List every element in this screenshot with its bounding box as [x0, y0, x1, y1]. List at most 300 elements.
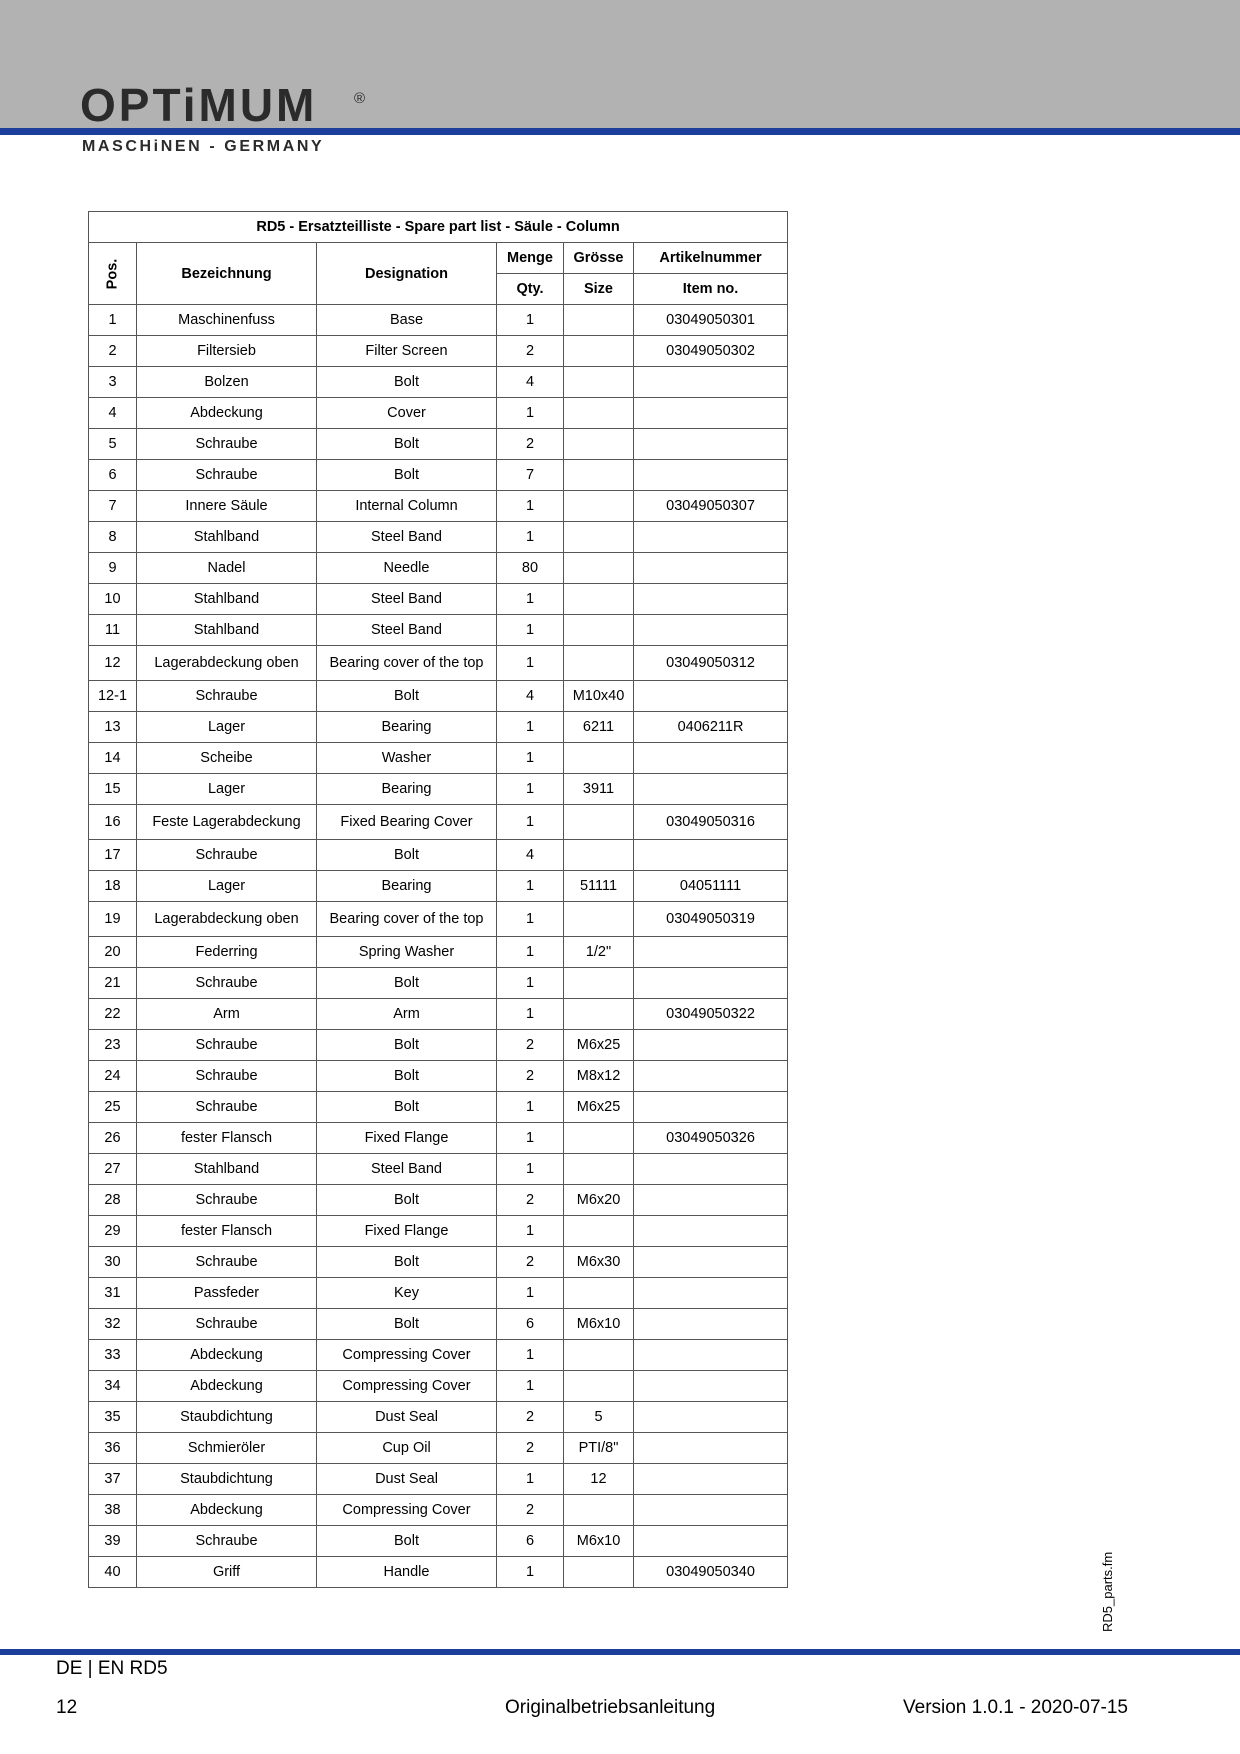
cell-bezeichnung: Schraube [137, 681, 317, 712]
table-row [89, 774, 788, 805]
cell-pos: 37 [89, 1464, 137, 1495]
cell-designation: Bearing cover of the top [317, 646, 497, 681]
cell-bezeichnung: Passfeder [137, 1278, 317, 1309]
cell-item-no [634, 1030, 788, 1061]
cell-size [564, 1340, 634, 1371]
cell-bezeichnung: Lager [137, 871, 317, 902]
table-row [89, 681, 788, 712]
cell-bezeichnung: Innere Säule [137, 491, 317, 522]
cell-qty: 1 [497, 305, 564, 336]
cell-size [564, 553, 634, 584]
cell-qty: 1 [497, 712, 564, 743]
table-row [89, 305, 788, 336]
cell-size [564, 336, 634, 367]
cell-designation: Bolt [317, 968, 497, 999]
table-row [89, 1464, 788, 1495]
cell-bezeichnung: Lager [137, 774, 317, 805]
cell-size [564, 305, 634, 336]
cell-qty: 1 [497, 1278, 564, 1309]
cell-bezeichnung: Abdeckung [137, 398, 317, 429]
cell-pos: 27 [89, 1154, 137, 1185]
cell-designation: Handle [317, 1557, 497, 1588]
cell-item-no [634, 937, 788, 968]
cell-size: 3911 [564, 774, 634, 805]
cell-pos: 30 [89, 1247, 137, 1278]
cell-size [564, 522, 634, 553]
table-row [89, 937, 788, 968]
header-designation: Designation [317, 243, 497, 305]
cell-size [564, 1557, 634, 1588]
header-artikelnummer: Artikelnummer [634, 243, 788, 274]
cell-designation: Bolt [317, 1309, 497, 1340]
cell-bezeichnung: Schraube [137, 460, 317, 491]
cell-size: 5 [564, 1402, 634, 1433]
header-qty: Qty. [497, 274, 564, 305]
cell-designation: Compressing Cover [317, 1371, 497, 1402]
brand-logo-registered: ® [354, 90, 366, 107]
cell-qty: 7 [497, 460, 564, 491]
cell-designation: Fixed Bearing Cover [317, 805, 497, 840]
cell-bezeichnung: Bolzen [137, 367, 317, 398]
footer-page-number: 12 [56, 1697, 78, 1718]
cell-item-no: 04051111 [634, 871, 788, 902]
cell-qty: 2 [497, 429, 564, 460]
cell-bezeichnung: Staubdichtung [137, 1464, 317, 1495]
cell-item-no [634, 522, 788, 553]
cell-designation: Compressing Cover [317, 1340, 497, 1371]
cell-bezeichnung: Arm [137, 999, 317, 1030]
cell-size [564, 615, 634, 646]
cell-item-no: 03049050301 [634, 305, 788, 336]
header-item-no: Item no. [634, 274, 788, 305]
cell-designation: Compressing Cover [317, 1495, 497, 1526]
table-row [89, 999, 788, 1030]
table-row [89, 743, 788, 774]
cell-size: M8x12 [564, 1061, 634, 1092]
cell-bezeichnung: Lagerabdeckung oben [137, 646, 317, 681]
cell-pos: 26 [89, 1123, 137, 1154]
cell-pos: 33 [89, 1340, 137, 1371]
cell-designation: Cup Oil [317, 1433, 497, 1464]
table-row [89, 1278, 788, 1309]
cell-item-no: 03049050340 [634, 1557, 788, 1588]
cell-item-no [634, 615, 788, 646]
cell-item-no [634, 1309, 788, 1340]
header-pos: Pos. [89, 243, 137, 305]
cell-pos: 40 [89, 1557, 137, 1588]
cell-bezeichnung: Schraube [137, 1309, 317, 1340]
cell-qty: 2 [497, 1061, 564, 1092]
cell-item-no [634, 367, 788, 398]
cell-item-no [634, 1340, 788, 1371]
cell-qty: 1 [497, 1557, 564, 1588]
cell-qty: 1 [497, 522, 564, 553]
cell-pos: 23 [89, 1030, 137, 1061]
cell-designation: Steel Band [317, 584, 497, 615]
cell-pos: 24 [89, 1061, 137, 1092]
cell-pos: 20 [89, 937, 137, 968]
cell-item-no [634, 681, 788, 712]
cell-pos: 31 [89, 1278, 137, 1309]
cell-designation: Filter Screen [317, 336, 497, 367]
cell-pos: 5 [89, 429, 137, 460]
cell-bezeichnung: Schraube [137, 1185, 317, 1216]
cell-pos: 2 [89, 336, 137, 367]
cell-bezeichnung: Stahlband [137, 1154, 317, 1185]
cell-qty: 2 [497, 1247, 564, 1278]
cell-pos: 6 [89, 460, 137, 491]
cell-item-no: 03049050326 [634, 1123, 788, 1154]
cell-designation: Fixed Flange [317, 1123, 497, 1154]
cell-size: 12 [564, 1464, 634, 1495]
cell-designation: Bolt [317, 1061, 497, 1092]
footer-document-title: Originalbetriebsanleitung [505, 1697, 716, 1718]
table-title: RD5 - Ersatzteilliste - Spare part list - Säule - Column [89, 212, 788, 243]
cell-item-no [634, 1278, 788, 1309]
cell-designation: Internal Column [317, 491, 497, 522]
table-row [89, 1247, 788, 1278]
cell-bezeichnung: Staubdichtung [137, 1402, 317, 1433]
cell-pos: 32 [89, 1309, 137, 1340]
cell-qty: 1 [497, 1092, 564, 1123]
table-row [89, 712, 788, 743]
cell-designation: Steel Band [317, 1154, 497, 1185]
cell-designation: Bolt [317, 429, 497, 460]
cell-size [564, 646, 634, 681]
cell-size: 6211 [564, 712, 634, 743]
cell-designation: Base [317, 305, 497, 336]
cell-size [564, 584, 634, 615]
cell-size: M6x10 [564, 1309, 634, 1340]
cell-designation: Bolt [317, 1185, 497, 1216]
cell-size [564, 902, 634, 937]
cell-size [564, 1154, 634, 1185]
cell-bezeichnung: Stahlband [137, 584, 317, 615]
cell-size [564, 1278, 634, 1309]
cell-pos: 15 [89, 774, 137, 805]
cell-qty: 1 [497, 1371, 564, 1402]
cell-pos: 36 [89, 1433, 137, 1464]
cell-qty: 1 [497, 1123, 564, 1154]
table-body [89, 305, 788, 1588]
cell-bezeichnung: fester Flansch [137, 1123, 317, 1154]
cell-qty: 1 [497, 871, 564, 902]
cell-designation: Washer [317, 743, 497, 774]
cell-qty: 1 [497, 743, 564, 774]
table-row [89, 1154, 788, 1185]
cell-bezeichnung: Scheibe [137, 743, 317, 774]
cell-qty: 2 [497, 1185, 564, 1216]
cell-bezeichnung: Stahlband [137, 615, 317, 646]
cell-qty: 1 [497, 491, 564, 522]
cell-designation: Arm [317, 999, 497, 1030]
cell-item-no: 03049050302 [634, 336, 788, 367]
cell-pos: 35 [89, 1402, 137, 1433]
cell-item-no [634, 968, 788, 999]
cell-designation: Dust Seal [317, 1402, 497, 1433]
table-row [89, 429, 788, 460]
cell-item-no: 03049050316 [634, 805, 788, 840]
cell-qty: 1 [497, 398, 564, 429]
cell-bezeichnung: Schraube [137, 1061, 317, 1092]
cell-pos: 17 [89, 840, 137, 871]
cell-designation: Bolt [317, 1247, 497, 1278]
cell-designation: Steel Band [317, 615, 497, 646]
cell-qty: 6 [497, 1309, 564, 1340]
cell-size [564, 367, 634, 398]
table-row [89, 553, 788, 584]
cell-size [564, 460, 634, 491]
cell-qty: 1 [497, 902, 564, 937]
table-row [89, 1092, 788, 1123]
cell-size [564, 840, 634, 871]
cell-size: M6x25 [564, 1030, 634, 1061]
cell-pos: 8 [89, 522, 137, 553]
cell-qty: 1 [497, 937, 564, 968]
table-row [89, 1216, 788, 1247]
cell-size [564, 1371, 634, 1402]
cell-item-no [634, 1061, 788, 1092]
cell-size [564, 398, 634, 429]
cell-item-no [634, 840, 788, 871]
cell-bezeichnung: Schraube [137, 1526, 317, 1557]
cell-item-no [634, 1433, 788, 1464]
table-row [89, 1371, 788, 1402]
cell-pos: 18 [89, 871, 137, 902]
table-row [89, 871, 788, 902]
cell-qty: 1 [497, 615, 564, 646]
cell-bezeichnung: Schmieröler [137, 1433, 317, 1464]
cell-qty: 1 [497, 1340, 564, 1371]
table-row [89, 1402, 788, 1433]
footer-accent-line [0, 1649, 1240, 1655]
cell-designation: Needle [317, 553, 497, 584]
cell-designation: Key [317, 1278, 497, 1309]
cell-size [564, 1495, 634, 1526]
brand-logo-subtitle: MASCHiNEN - GERMANY [82, 138, 325, 155]
cell-pos: 11 [89, 615, 137, 646]
cell-bezeichnung: fester Flansch [137, 1216, 317, 1247]
table-row [89, 646, 788, 681]
cell-qty: 1 [497, 584, 564, 615]
cell-pos: 21 [89, 968, 137, 999]
cell-size: M10x40 [564, 681, 634, 712]
cell-qty: 1 [497, 774, 564, 805]
cell-qty: 2 [497, 1433, 564, 1464]
footer-version: Version 1.0.1 - 2020-07-15 [903, 1697, 1128, 1718]
cell-item-no [634, 1371, 788, 1402]
cell-designation: Bolt [317, 1526, 497, 1557]
table-row [89, 1340, 788, 1371]
cell-qty: 1 [497, 1216, 564, 1247]
cell-qty: 1 [497, 1154, 564, 1185]
table-row [89, 615, 788, 646]
footer-language: DE | EN RD5 [56, 1658, 168, 1679]
table-row [89, 336, 788, 367]
cell-size [564, 491, 634, 522]
cell-item-no: 03049050319 [634, 902, 788, 937]
cell-size: M6x20 [564, 1185, 634, 1216]
header-size: Size [564, 274, 634, 305]
cell-designation: Dust Seal [317, 1464, 497, 1495]
table-row [89, 1123, 788, 1154]
cell-pos: 4 [89, 398, 137, 429]
cell-pos: 14 [89, 743, 137, 774]
cell-designation: Steel Band [317, 522, 497, 553]
table-row [89, 1495, 788, 1526]
cell-item-no: 03049050307 [634, 491, 788, 522]
cell-size: 1/2" [564, 937, 634, 968]
cell-designation: Bearing [317, 712, 497, 743]
cell-designation: Bearing [317, 774, 497, 805]
cell-pos: 25 [89, 1092, 137, 1123]
table-row [89, 367, 788, 398]
header-menge: Menge [497, 243, 564, 274]
cell-designation: Cover [317, 398, 497, 429]
file-name-label: RD5_parts.fm [1100, 1551, 1115, 1632]
cell-item-no [634, 1495, 788, 1526]
cell-item-no [634, 774, 788, 805]
table-row [89, 968, 788, 999]
cell-qty: 2 [497, 1495, 564, 1526]
cell-designation: Spring Washer [317, 937, 497, 968]
table-row [89, 840, 788, 871]
cell-designation: Bolt [317, 681, 497, 712]
cell-qty: 1 [497, 968, 564, 999]
cell-qty: 2 [497, 1030, 564, 1061]
cell-size [564, 1123, 634, 1154]
table-row [89, 1061, 788, 1092]
cell-pos: 13 [89, 712, 137, 743]
cell-bezeichnung: Schraube [137, 968, 317, 999]
cell-qty: 1 [497, 805, 564, 840]
cell-item-no [634, 1216, 788, 1247]
cell-bezeichnung: Schraube [137, 1092, 317, 1123]
cell-qty: 2 [497, 336, 564, 367]
cell-qty: 4 [497, 840, 564, 871]
cell-size [564, 999, 634, 1030]
spare-parts-table [88, 211, 788, 1588]
cell-pos: 12-1 [89, 681, 137, 712]
cell-bezeichnung: Filtersieb [137, 336, 317, 367]
cell-bezeichnung: Abdeckung [137, 1495, 317, 1526]
header-groesse: Grösse [564, 243, 634, 274]
cell-designation: Bolt [317, 840, 497, 871]
cell-pos: 38 [89, 1495, 137, 1526]
cell-bezeichnung: Schraube [137, 1247, 317, 1278]
cell-pos: 7 [89, 491, 137, 522]
cell-bezeichnung: Schraube [137, 429, 317, 460]
cell-item-no: 03049050312 [634, 646, 788, 681]
cell-size [564, 743, 634, 774]
table-row [89, 522, 788, 553]
cell-item-no [634, 553, 788, 584]
cell-item-no [634, 1402, 788, 1433]
cell-qty: 1 [497, 1464, 564, 1495]
cell-designation: Bolt [317, 460, 497, 491]
cell-bezeichnung: Schraube [137, 1030, 317, 1061]
cell-designation: Bearing [317, 871, 497, 902]
cell-pos: 22 [89, 999, 137, 1030]
cell-bezeichnung: Lager [137, 712, 317, 743]
cell-size [564, 1216, 634, 1247]
table-row [89, 398, 788, 429]
cell-bezeichnung: Abdeckung [137, 1340, 317, 1371]
table-row [89, 1526, 788, 1557]
table-row [89, 1185, 788, 1216]
cell-pos: 9 [89, 553, 137, 584]
cell-pos: 39 [89, 1526, 137, 1557]
cell-pos: 12 [89, 646, 137, 681]
cell-size: M6x10 [564, 1526, 634, 1557]
cell-item-no [634, 1526, 788, 1557]
cell-item-no [634, 1185, 788, 1216]
cell-qty: 1 [497, 646, 564, 681]
table-row [89, 1309, 788, 1340]
brand-logo: OPTiMUM [80, 79, 318, 131]
table-row [89, 805, 788, 840]
cell-bezeichnung: Griff [137, 1557, 317, 1588]
cell-item-no [634, 1154, 788, 1185]
cell-bezeichnung: Nadel [137, 553, 317, 584]
cell-item-no [634, 1247, 788, 1278]
cell-bezeichnung: Stahlband [137, 522, 317, 553]
cell-item-no [634, 398, 788, 429]
cell-bezeichnung: Schraube [137, 840, 317, 871]
table-row [89, 584, 788, 615]
table-row [89, 460, 788, 491]
header-bezeichnung: Bezeichnung [137, 243, 317, 305]
table-row [89, 491, 788, 522]
cell-pos: 28 [89, 1185, 137, 1216]
cell-item-no [634, 429, 788, 460]
cell-bezeichnung: Feste Lagerabdeckung [137, 805, 317, 840]
cell-item-no [634, 1464, 788, 1495]
cell-qty: 80 [497, 553, 564, 584]
cell-size: 51111 [564, 871, 634, 902]
cell-item-no [634, 1092, 788, 1123]
table-row [89, 1557, 788, 1588]
cell-pos: 19 [89, 902, 137, 937]
cell-pos: 10 [89, 584, 137, 615]
cell-pos: 34 [89, 1371, 137, 1402]
cell-designation: Bolt [317, 1092, 497, 1123]
cell-item-no [634, 743, 788, 774]
cell-size [564, 968, 634, 999]
cell-item-no [634, 584, 788, 615]
table-row [89, 1030, 788, 1061]
cell-qty: 6 [497, 1526, 564, 1557]
cell-qty: 4 [497, 367, 564, 398]
cell-bezeichnung: Abdeckung [137, 1371, 317, 1402]
cell-item-no [634, 460, 788, 491]
cell-size: M6x25 [564, 1092, 634, 1123]
cell-bezeichnung: Federring [137, 937, 317, 968]
cell-size: M6x30 [564, 1247, 634, 1278]
cell-qty: 1 [497, 999, 564, 1030]
table-row [89, 1433, 788, 1464]
cell-designation: Bolt [317, 367, 497, 398]
cell-size [564, 429, 634, 460]
cell-pos: 3 [89, 367, 137, 398]
table-row [89, 902, 788, 937]
cell-size [564, 805, 634, 840]
cell-designation: Bearing cover of the top [317, 902, 497, 937]
cell-bezeichnung: Lagerabdeckung oben [137, 902, 317, 937]
cell-item-no: 03049050322 [634, 999, 788, 1030]
cell-designation: Fixed Flange [317, 1216, 497, 1247]
cell-item-no: 0406211R [634, 712, 788, 743]
